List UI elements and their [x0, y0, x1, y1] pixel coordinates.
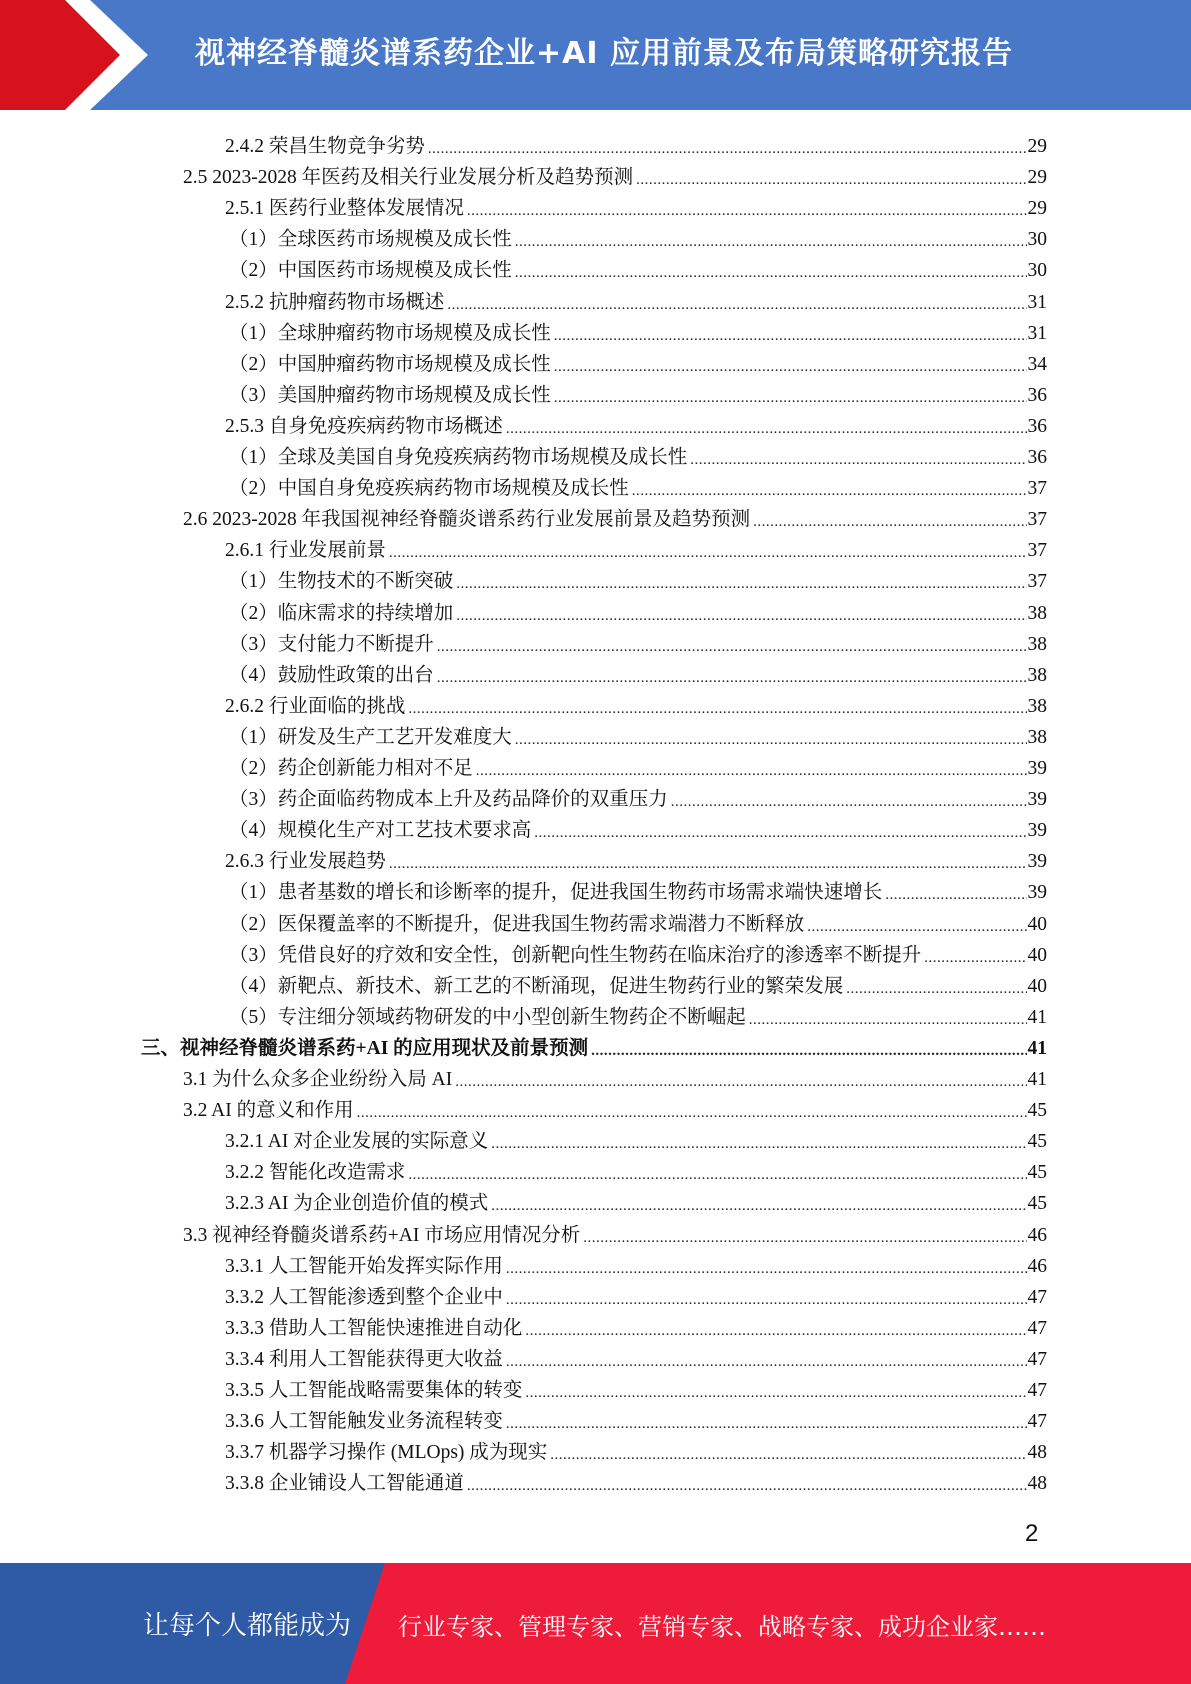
- toc-entry-page: 30: [1027, 229, 1047, 251]
- toc-entry-page: 37: [1027, 478, 1047, 500]
- toc-entry-page: 36: [1027, 384, 1047, 406]
- toc-dot-leader: [389, 855, 1027, 873]
- toc-entry[interactable]: [229, 873, 1047, 904]
- toc-entry-page: 48: [1027, 1473, 1047, 1495]
- toc-entry-title: （4）规模化生产对工艺技术要求高: [229, 820, 532, 842]
- toc-entry-title: （4）新靶点、新技术、新工艺的不断涌现，促进生物药行业的繁荣发展: [229, 975, 844, 997]
- toc-entry[interactable]: [225, 1371, 1047, 1402]
- toc-entry-title: 3.3.6 人工智能触发业务流程转变: [225, 1411, 503, 1433]
- toc-dot-leader: [506, 1291, 1027, 1309]
- toc-entry-page: 34: [1027, 353, 1047, 375]
- toc-entry-title: 3.3.7 机器学习操作 (MLOps) 成为现实: [225, 1442, 548, 1464]
- toc-entry[interactable]: [229, 251, 1047, 282]
- toc-entry-page: 47: [1027, 1380, 1047, 1401]
- toc-dot-leader: [885, 886, 1026, 904]
- toc-entry[interactable]: [229, 220, 1047, 251]
- toc-entry[interactable]: [229, 905, 1047, 936]
- toc-entry-title: （3）凭借良好的疗效和安全性，创新靶向性生物药在临床治疗的渗透率不断提升: [229, 944, 922, 966]
- toc-dot-leader: [437, 638, 1027, 656]
- toc-entry-page: 29: [1027, 198, 1047, 220]
- toc-dot-leader: [506, 1260, 1027, 1278]
- toc-entry-page: 38: [1027, 664, 1047, 686]
- toc-entry-title: （3）药企面临药物成本上升及药品降价的双重压力: [229, 789, 668, 811]
- toc-entry-page: 46: [1027, 1224, 1047, 1246]
- toc-dot-leader: [357, 1104, 1027, 1122]
- toc-entry-title: （1）生物技术的不断突破: [229, 571, 454, 593]
- toc-entry[interactable]: [183, 1216, 1047, 1247]
- toc-entry-page: 47: [1027, 1411, 1047, 1433]
- toc-entry-title: （2）医保覆盖率的不断提升，促进我国生物药需求端潜力不断释放: [229, 913, 805, 935]
- toc-entry-title: （2）药企创新能力相对不足: [229, 758, 473, 779]
- toc-dot-leader: [491, 1135, 1026, 1153]
- toc-entry-title: （1）患者基数的增长和诊断率的提升，促进我国生物药市场需求端快速增长: [229, 882, 883, 904]
- toc-entry-title: （1）全球医药市场规模及成长性: [229, 229, 512, 251]
- toc-entry[interactable]: [225, 1247, 1047, 1278]
- toc-entry-title: 3.2 AI 的意义和作用: [183, 1100, 354, 1122]
- toc-entry-page: 47: [1027, 1286, 1047, 1308]
- toc-entry-title: （1）全球及美国自身免疫疾病药物市场规模及成长性: [229, 447, 688, 468]
- toc-entry[interactable]: [225, 127, 1047, 158]
- toc-dot-leader: [389, 544, 1027, 562]
- toc-entry[interactable]: [183, 158, 1047, 189]
- toc-dot-leader: [408, 700, 1026, 718]
- report-header: [0, 0, 1191, 110]
- toc-dot-leader: [447, 296, 1026, 314]
- toc-entry[interactable]: [225, 1340, 1047, 1371]
- toc-entry-page: 39: [1027, 882, 1047, 904]
- toc-dot-leader: [525, 1384, 1026, 1402]
- toc-entry-page: 31: [1027, 291, 1047, 313]
- toc-dot-leader: [583, 1229, 1026, 1247]
- toc-entry-title: 2.6.3 行业发展趋势: [225, 851, 386, 873]
- toc-entry-title: 3.2.2 智能化改造需求: [225, 1162, 406, 1184]
- toc-entry[interactable]: [225, 1278, 1047, 1309]
- toc-dot-leader: [632, 482, 1027, 500]
- toc-entry[interactable]: [225, 842, 1047, 873]
- toc-entry-page: 41: [1027, 1006, 1047, 1028]
- toc-entry-title: 3.3.1 人工智能开始发挥实际作用: [225, 1255, 503, 1277]
- toc-dot-leader: [550, 1446, 1026, 1464]
- toc-entry-title: 3.3.2 人工智能渗透到整个企业中: [225, 1286, 503, 1308]
- report-title: 视神经脊髓炎谱系药企业+AI 应用前景及布局策略研究报告: [195, 36, 1013, 71]
- toc-entry-title: 3.1 为什么众多企业纷纷入局 AI: [183, 1069, 453, 1090]
- toc-entry-page: 47: [1027, 1348, 1047, 1370]
- toc-entry-page: 41: [1027, 1069, 1047, 1090]
- toc-entry-page: 45: [1027, 1131, 1047, 1153]
- toc-dot-leader: [456, 575, 1026, 593]
- toc-dot-leader: [456, 607, 1026, 625]
- toc-entry-title: （2）中国自身免疫疾病药物市场规模及成长性: [229, 478, 629, 500]
- toc-entry[interactable]: [229, 314, 1047, 345]
- toc-entry[interactable]: [183, 1060, 1047, 1091]
- toc-entry[interactable]: [225, 1122, 1047, 1153]
- toc-entry-title: 3.3.3 借助人工智能快速推进自动化: [225, 1317, 523, 1339]
- toc-dot-leader: [753, 513, 1026, 531]
- toc-entry-page: 38: [1027, 726, 1047, 748]
- toc-entry-title: （1）全球肿瘤药物市场规模及成长性: [229, 322, 551, 344]
- toc-entry-title: 2.4.2 荣昌生物竞争劣势: [225, 136, 425, 157]
- toc-entry[interactable]: [229, 438, 1047, 469]
- toc-entry-title: 2.5.3 自身免疫疾病药物市场概述: [225, 415, 503, 437]
- toc-entry-title: 2.6 2023-2028 年我国视神经脊髓炎谱系药行业发展前景及趋势预测: [183, 509, 751, 531]
- toc-entry-page: 45: [1027, 1193, 1047, 1215]
- toc-entry-page: 48: [1027, 1442, 1047, 1464]
- toc-entry-page: 45: [1027, 1162, 1047, 1184]
- toc-entry-page: 39: [1027, 820, 1047, 842]
- toc-entry-page: 41: [1027, 1037, 1047, 1059]
- toc-entry-page: 36: [1027, 415, 1047, 437]
- toc-entry[interactable]: [229, 811, 1047, 842]
- toc-entry-page: 37: [1027, 571, 1047, 593]
- toc-dot-leader: [749, 1011, 1027, 1029]
- toc-dot-leader: [476, 762, 1027, 780]
- toc-entry-title: 2.5 2023-2028 年医药及相关行业发展分析及趋势预测: [183, 167, 634, 189]
- toc-entry[interactable]: [225, 407, 1047, 438]
- toc-entry[interactable]: [229, 562, 1047, 593]
- toc-dot-leader: [591, 1042, 1026, 1060]
- toc-entry[interactable]: [229, 998, 1047, 1029]
- toc-dot-leader: [924, 949, 1026, 967]
- toc-entry[interactable]: [225, 1309, 1047, 1340]
- toc-entry-page: 39: [1027, 789, 1047, 811]
- toc-entry[interactable]: [225, 1402, 1047, 1433]
- toc-entry[interactable]: [229, 749, 1047, 780]
- toc-dot-leader: [671, 793, 1027, 811]
- toc-dot-leader: [515, 264, 1027, 282]
- page-number: 2: [1025, 1520, 1039, 1547]
- toc-dot-leader: [515, 233, 1027, 251]
- toc-entry-title: 3.3.8 企业铺设人工智能通道: [225, 1473, 464, 1495]
- toc-dot-leader: [506, 1415, 1027, 1433]
- toc-entry[interactable]: [225, 189, 1047, 220]
- toc-dot-leader: [428, 140, 1027, 158]
- toc-entry-title: （4）鼓励性政策的出台: [229, 664, 434, 686]
- toc-entry-title: 2.6.1 行业发展前景: [225, 540, 386, 562]
- toc-entry-title: 3.2.3 AI 为企业创造价值的模式: [225, 1193, 489, 1215]
- toc-dot-leader: [491, 1197, 1026, 1215]
- toc-entry[interactable]: [229, 936, 1047, 967]
- toc-dot-leader: [525, 1322, 1026, 1340]
- toc-entry[interactable]: [225, 687, 1047, 718]
- toc-entry[interactable]: [229, 967, 1047, 998]
- toc-entry[interactable]: [225, 283, 1047, 314]
- toc-dot-leader: [467, 202, 1027, 220]
- toc-entry-page: 40: [1027, 975, 1047, 997]
- toc-entry-title: （2）中国医药市场规模及成长性: [229, 260, 512, 282]
- toc-entry-page: 29: [1027, 167, 1047, 189]
- toc-entry[interactable]: [141, 1029, 1047, 1060]
- report-footer: [0, 1563, 1191, 1684]
- toc-dot-leader: [506, 420, 1027, 438]
- toc-entry-page: 38: [1027, 633, 1047, 655]
- toc-entry-page: 39: [1027, 851, 1047, 873]
- toc-dot-leader: [437, 669, 1027, 687]
- toc-dot-leader: [408, 1166, 1026, 1184]
- toc-entry[interactable]: [229, 625, 1047, 656]
- toc-entry-page: 38: [1027, 695, 1047, 717]
- toc-entry-page: 29: [1027, 136, 1047, 157]
- toc-entry-page: 37: [1027, 540, 1047, 562]
- toc-entry[interactable]: [229, 376, 1047, 407]
- toc-entry[interactable]: [229, 718, 1047, 749]
- toc-entry-page: 36: [1027, 447, 1047, 468]
- header-red-arrow-decoration: [0, 0, 150, 110]
- toc-entry[interactable]: [229, 594, 1047, 625]
- toc-entry-page: 38: [1027, 602, 1047, 624]
- toc-entry-page: 46: [1027, 1255, 1047, 1277]
- toc-dot-leader: [515, 731, 1027, 749]
- toc-entry[interactable]: [183, 500, 1047, 531]
- toc-dot-leader: [455, 1073, 1026, 1091]
- toc-dot-leader: [534, 824, 1026, 842]
- toc-entry[interactable]: [225, 1184, 1047, 1215]
- toc-entry-title: 2.6.2 行业面临的挑战: [225, 695, 406, 717]
- toc-entry-title: （5）专注细分领域药物研发的中小型创新生物药企不断崛起: [229, 1006, 746, 1028]
- toc-dot-leader: [554, 327, 1027, 345]
- toc-entry[interactable]: [225, 1464, 1047, 1495]
- footer-slogan-left: 让每个人都能成为: [143, 1611, 352, 1641]
- toc-entry-title: 3.3.4 利用人工智能获得更大收益: [225, 1348, 503, 1370]
- toc-entry-page: 31: [1027, 322, 1047, 344]
- toc-entry-title: （3）支付能力不断提升: [229, 633, 434, 655]
- toc-dot-leader: [506, 1353, 1027, 1371]
- toc-entry-page: 40: [1027, 913, 1047, 935]
- toc-entry[interactable]: [229, 656, 1047, 687]
- toc-entry[interactable]: [225, 1433, 1047, 1464]
- toc-entry-page: 45: [1027, 1100, 1047, 1122]
- toc-entry-title: （2）中国肿瘤药物市场规模及成长性: [229, 353, 551, 375]
- toc-entry-title: 2.5.2 抗肿瘤药物市场概述: [225, 291, 445, 313]
- toc-entry[interactable]: [183, 1091, 1047, 1122]
- toc-dot-leader: [690, 451, 1026, 469]
- toc-entry-title: 2.5.1 医药行业整体发展情况: [225, 198, 464, 220]
- toc-entry[interactable]: [229, 345, 1047, 376]
- toc-entry[interactable]: [225, 1153, 1047, 1184]
- toc-entry-title: （2）临床需求的持续增加: [229, 602, 454, 624]
- toc-dot-leader: [846, 980, 1026, 998]
- toc-entry-title: （1）研发及生产工艺开发难度大: [229, 726, 512, 748]
- toc-entry-page: 30: [1027, 260, 1047, 282]
- toc-entry[interactable]: [225, 531, 1047, 562]
- toc-dot-leader: [636, 171, 1026, 189]
- toc-entry-title: 3.3.5 人工智能战略需要集体的转变: [225, 1380, 523, 1401]
- toc-entry-page: 40: [1027, 944, 1047, 966]
- toc-dot-leader: [467, 1477, 1027, 1495]
- toc-dot-leader: [554, 358, 1027, 376]
- toc-entry[interactable]: [229, 780, 1047, 811]
- footer-slogan-right: 行业专家、管理专家、营销专家、战略专家、成功企业家……: [398, 1613, 1046, 1641]
- toc-entry-title: 3.2.1 AI 对企业发展的实际意义: [225, 1131, 489, 1153]
- toc-entry-page: 39: [1027, 758, 1047, 779]
- toc-entry-page: 47: [1027, 1317, 1047, 1339]
- toc-entry-title: （3）美国肿瘤药物市场规模及成长性: [229, 384, 551, 406]
- toc-entry-title: 三、视神经脊髓炎谱系药+AI 的应用现状及前景预测: [141, 1037, 589, 1059]
- toc-entry-page: 37: [1027, 509, 1047, 531]
- toc-entry-title: 3.3 视神经脊髓炎谱系药+AI 市场应用情况分析: [183, 1224, 581, 1246]
- toc-dot-leader: [554, 389, 1027, 407]
- toc-dot-leader: [807, 918, 1026, 936]
- toc-entry[interactable]: [229, 469, 1047, 500]
